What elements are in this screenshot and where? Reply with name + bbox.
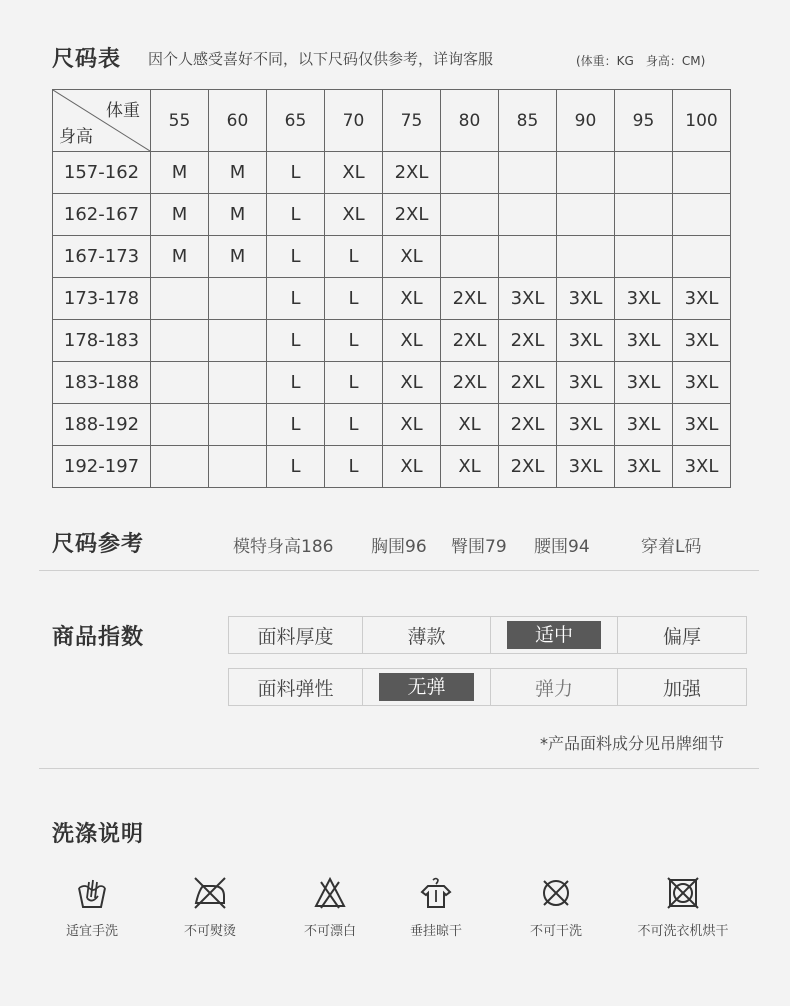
size-cell	[151, 362, 209, 404]
elasticity-option-selected: 无弹	[363, 669, 491, 705]
size-table-row	[53, 320, 731, 362]
weight-header: 90	[557, 90, 615, 152]
size-cell: 3XL	[615, 362, 673, 404]
height-range-cell: 183-188	[53, 362, 151, 404]
height-range-cell: 192-197	[53, 446, 151, 488]
size-cell: 3XL	[673, 320, 731, 362]
size-table-row	[53, 152, 731, 194]
size-cell: 2XL	[441, 320, 499, 362]
height-range-cell: 157-162	[53, 152, 151, 194]
size-cell: 2XL	[441, 362, 499, 404]
size-cell: L	[267, 320, 325, 362]
size-chart-units: (体重：KG 身高：CM)	[576, 54, 706, 68]
elasticity-row	[228, 668, 747, 706]
size-cell: 3XL	[673, 404, 731, 446]
size-cell: L	[267, 236, 325, 278]
size-cell: M	[151, 194, 209, 236]
size-table-row	[53, 278, 731, 320]
height-range-cell: 162-167	[53, 194, 151, 236]
no-iron-icon	[193, 876, 227, 910]
size-cell: XL	[383, 362, 441, 404]
size-cell: M	[209, 152, 267, 194]
size-chart-title: 尺码表	[52, 47, 122, 72]
size-cell	[209, 362, 267, 404]
size-cell: 3XL	[557, 362, 615, 404]
size-cell: XL	[325, 194, 383, 236]
size-chart-subtitle: 因个人感受喜好不同，以下尺码仅供参考，详询客服	[148, 50, 494, 68]
size-cell: XL	[383, 320, 441, 362]
wash-item-no-iron	[155, 876, 265, 939]
weight-header: 95	[615, 90, 673, 152]
size-cell: XL	[441, 446, 499, 488]
size-cell	[499, 194, 557, 236]
size-cell	[151, 446, 209, 488]
size-cell: L	[267, 152, 325, 194]
no-bleach-icon	[313, 876, 347, 910]
size-cell: M	[209, 194, 267, 236]
size-cell: 3XL	[557, 278, 615, 320]
size-cell: L	[267, 194, 325, 236]
size-cell: 3XL	[673, 278, 731, 320]
size-cell: XL	[383, 446, 441, 488]
size-cell: 3XL	[673, 362, 731, 404]
size-cell	[673, 194, 731, 236]
size-cell: L	[325, 362, 383, 404]
corner-cell	[53, 90, 151, 152]
size-cell: M	[151, 236, 209, 278]
height-range-cell: 178-183	[53, 320, 151, 362]
height-range-cell: 167-173	[53, 236, 151, 278]
divider	[39, 768, 759, 769]
size-cell: XL	[325, 152, 383, 194]
size-cell: 3XL	[615, 278, 673, 320]
size-cell	[209, 404, 267, 446]
size-table	[52, 89, 731, 488]
model-hip: 臀围79	[451, 537, 507, 557]
elasticity-option: 加强	[662, 677, 701, 700]
thickness-option-selected: 适中	[491, 617, 618, 653]
size-cell: 2XL	[499, 404, 557, 446]
size-cell: M	[151, 152, 209, 194]
size-cell	[673, 152, 731, 194]
size-cell	[615, 194, 673, 236]
size-cell	[557, 194, 615, 236]
size-cell: 3XL	[673, 446, 731, 488]
size-table-row	[53, 362, 731, 404]
height-range-cell: 173-178	[53, 278, 151, 320]
thickness-label: 面料厚度	[229, 617, 363, 653]
divider	[39, 570, 759, 571]
size-cell: 2XL	[383, 152, 441, 194]
weight-header: 85	[499, 90, 557, 152]
size-cell	[615, 236, 673, 278]
size-cell	[557, 152, 615, 194]
weight-header: 70	[325, 90, 383, 152]
size-cell	[151, 404, 209, 446]
size-cell	[151, 320, 209, 362]
model-wearing-size: 穿着L码	[641, 537, 702, 557]
weight-header: 60	[209, 90, 267, 152]
size-cell: L	[325, 446, 383, 488]
weight-header: 80	[441, 90, 499, 152]
elasticity-option: 弹力	[491, 669, 618, 705]
size-cell	[441, 152, 499, 194]
size-cell: 2XL	[499, 320, 557, 362]
size-cell: L	[267, 446, 325, 488]
size-cell: 3XL	[557, 320, 615, 362]
product-index-title: 商品指数	[52, 625, 145, 650]
size-cell: M	[209, 236, 267, 278]
hang-dry-icon	[419, 876, 453, 910]
wash-title: 洗涤说明	[52, 822, 145, 847]
size-cell: 3XL	[615, 320, 673, 362]
size-cell	[615, 152, 673, 194]
elasticity-label: 面料弹性	[229, 669, 363, 705]
thickness-option: 薄款	[363, 617, 491, 653]
size-cell: 2XL	[499, 446, 557, 488]
thickness-row	[228, 616, 747, 654]
wash-item-hang-dry	[381, 876, 491, 939]
wash-item-no-bleach	[275, 876, 385, 939]
wash-label: 不可熨烫	[183, 924, 236, 939]
size-cell: 3XL	[557, 404, 615, 446]
no-dry-clean-icon	[539, 876, 573, 910]
size-cell: 2XL	[499, 362, 557, 404]
size-table-row	[53, 194, 731, 236]
model-waist: 腰围94	[534, 537, 590, 557]
model-chest: 胸围96	[371, 537, 427, 557]
corner-height-label: 身高	[59, 127, 93, 147]
size-cell: L	[325, 278, 383, 320]
size-cell	[151, 278, 209, 320]
wash-label: 适宜手洗	[65, 924, 118, 939]
wash-item-no-dry-clean	[501, 876, 611, 939]
size-cell: L	[325, 404, 383, 446]
size-cell: L	[267, 278, 325, 320]
size-cell	[499, 152, 557, 194]
size-cell: XL	[441, 404, 499, 446]
size-cell: 3XL	[615, 446, 673, 488]
size-cell	[557, 236, 615, 278]
size-cell: L	[325, 320, 383, 362]
weight-header: 100	[673, 90, 731, 152]
size-cell	[209, 320, 267, 362]
weight-header: 55	[151, 90, 209, 152]
size-table-row	[53, 404, 731, 446]
weight-header: 65	[267, 90, 325, 152]
wash-label: 不可干洗	[529, 924, 582, 939]
corner-weight-label: 体重	[106, 101, 140, 121]
size-cell: 3XL	[499, 278, 557, 320]
thickness-option: 偏厚	[662, 625, 701, 648]
no-tumble-dry-icon	[666, 876, 700, 910]
size-cell	[209, 446, 267, 488]
wash-item-hand-wash	[37, 876, 147, 939]
size-table-row	[53, 446, 731, 488]
fabric-note: *产品面料成分见吊牌细节	[540, 734, 725, 753]
size-cell	[441, 194, 499, 236]
wash-label: 不可洗衣机烘干	[637, 924, 729, 939]
size-cell: 3XL	[615, 404, 673, 446]
wash-label: 不可漂白	[303, 924, 356, 939]
model-height: 模特身高186	[233, 537, 334, 557]
size-cell	[209, 278, 267, 320]
weight-header: 75	[383, 90, 441, 152]
size-cell	[499, 236, 557, 278]
size-cell: L	[325, 236, 383, 278]
size-cell: 3XL	[557, 446, 615, 488]
size-cell	[441, 236, 499, 278]
size-table-header-row	[53, 90, 731, 152]
size-reference-title: 尺码参考	[52, 532, 145, 557]
size-cell	[673, 236, 731, 278]
size-cell: XL	[383, 236, 441, 278]
size-cell: L	[267, 362, 325, 404]
size-table-row	[53, 236, 731, 278]
size-cell: L	[267, 404, 325, 446]
size-cell: 2XL	[383, 194, 441, 236]
size-cell: 2XL	[441, 278, 499, 320]
wash-label: 垂挂晾干	[409, 924, 462, 939]
height-range-cell: 188-192	[53, 404, 151, 446]
wash-item-no-tumble-dry	[628, 876, 738, 939]
size-cell: XL	[383, 278, 441, 320]
hand-wash-icon	[75, 876, 109, 910]
size-cell: XL	[383, 404, 441, 446]
